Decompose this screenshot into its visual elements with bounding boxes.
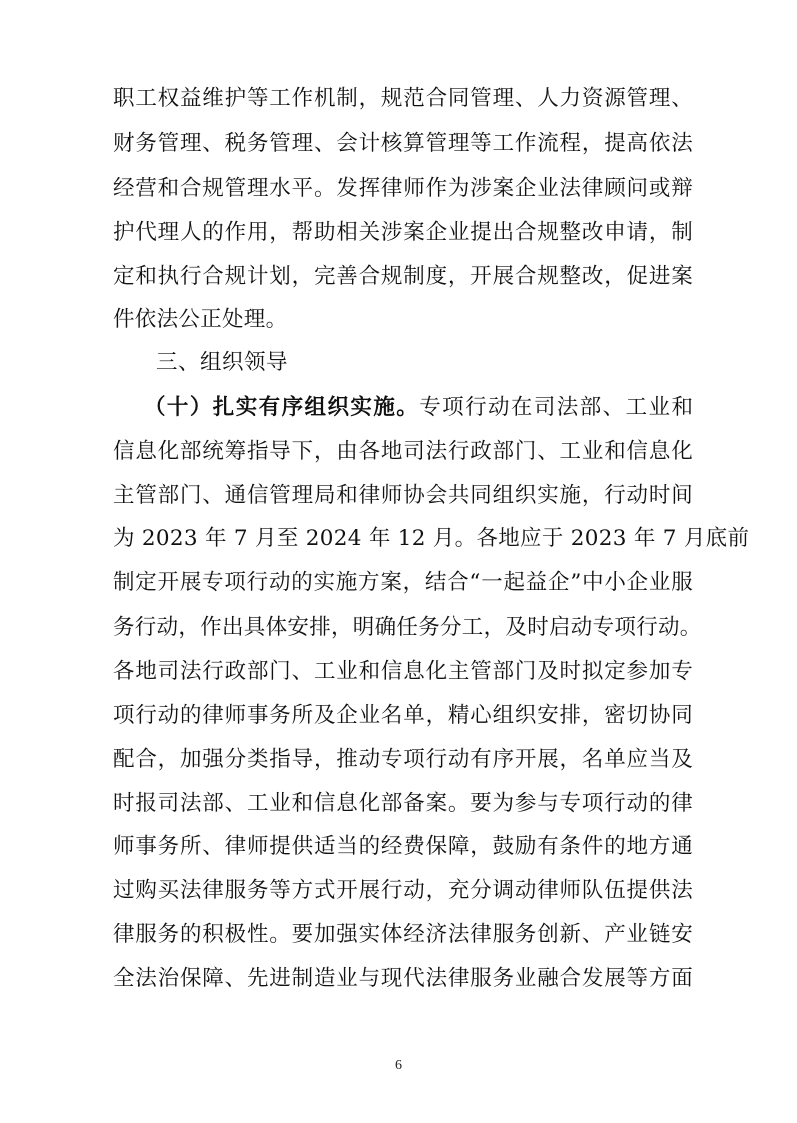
paragraph-lead-rest: 专项行动在司法部、工业和 bbox=[419, 395, 693, 420]
section-heading: 三、组织领导 bbox=[156, 350, 289, 375]
text-line: 全法治保障、先进制造业与现代法律服务业融合发展等方面 bbox=[113, 966, 693, 991]
text-line: 信息化部统筹指导下，由各地司法行政部门、工业和信息化 bbox=[113, 439, 693, 464]
text-line: 主管部门、通信管理局和律师协会共同组织实施，行动时间 bbox=[113, 483, 693, 508]
text-line: 定和执行合规计划，完善合规制度，开展合规整改，促进案 bbox=[113, 264, 693, 289]
text-line: 财务管理、税务管理、会计核算管理等工作流程，提高依法 bbox=[113, 131, 693, 156]
text-line: 件依法公正处理。 bbox=[113, 307, 288, 332]
text-line: 配合，加强分类指导，推动专项行动有序开展，名单应当及 bbox=[113, 747, 693, 772]
text-line: 项行动的律师事务所及企业名单，精心组织安排，密切协同 bbox=[113, 703, 693, 728]
text-line: 制定开展专项行动的实施方案，结合“一起益企”中小企业服 bbox=[113, 570, 693, 595]
text-line: 务行动，作出具体安排，明确任务分工，及时启动专项行动。 bbox=[113, 615, 702, 640]
text-line: 各地司法行政部门、工业和信息化主管部门及时拟定参加专 bbox=[113, 659, 693, 684]
text-line: 师事务所、律师提供适当的经费保障，鼓励有条件的地方通 bbox=[113, 834, 693, 859]
text-line: 护代理人的作用，帮助相关涉案企业提出合规整改申请，制 bbox=[113, 220, 693, 245]
text-line: 律服务的积极性。要加强实体经济法律服务创新、产业链安 bbox=[113, 922, 693, 947]
text-line: 职工权益维护等工作机制，规范合同管理、人力资源管理、 bbox=[113, 86, 693, 111]
text-line: 经营和合规管理水平。发挥律师作为涉案企业法律顾问或辩 bbox=[113, 176, 693, 201]
text-line: 为 2023 年 7 月至 2024 年 12 月。各地应于 2023 年 7 月底前 bbox=[113, 526, 750, 551]
paragraph-first-line bbox=[144, 390, 693, 426]
page-number: 6 bbox=[395, 1058, 402, 1073]
text-line: 时报司法部、工业和信息化部备案。要为参与专项行动的律 bbox=[113, 791, 693, 816]
text-line: 过购买法律服务等方式开展行动，充分调动律师队伍提供法 bbox=[113, 878, 693, 903]
paragraph-lead-title: （十）扎实有序组织实施。 bbox=[144, 395, 420, 420]
